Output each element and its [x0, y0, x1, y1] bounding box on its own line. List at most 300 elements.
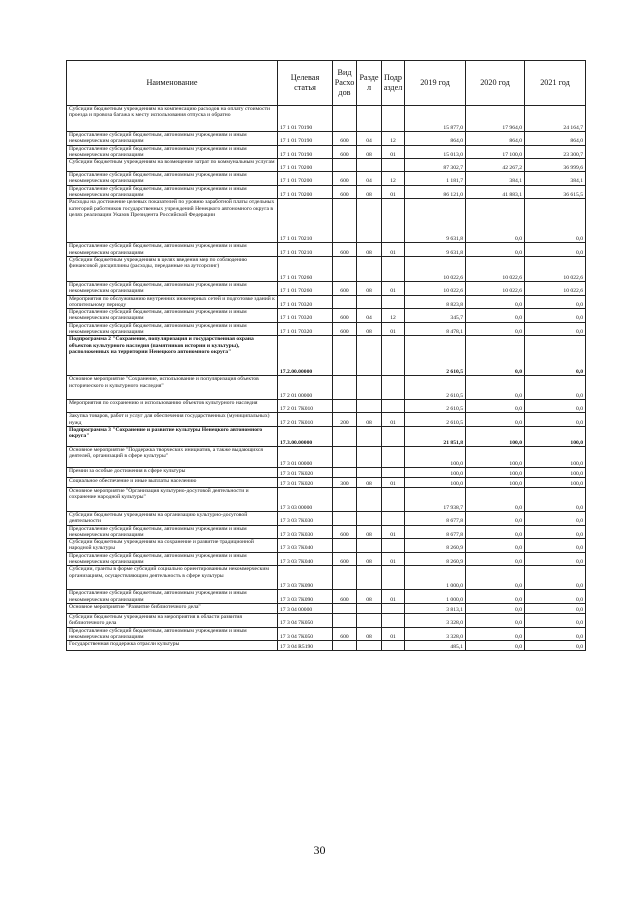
row-value-2020: 0,0: [466, 641, 525, 651]
row-name: Субсидии бюджетным учреждениям на мероприятия в области развития библиотечного дела: [67, 613, 278, 627]
row-name: Предоставление субсидий бюджетным, автономным учреждениям и иным некоммерческим организациям: [67, 322, 278, 336]
table-row: [67, 400, 586, 413]
row-value-2020: 0,0: [466, 413, 525, 427]
row-target-article: 17 3 03 7К030: [278, 511, 333, 525]
row-value-2021: 864,0: [525, 132, 586, 146]
row-value-2020: 17 964,0: [466, 106, 525, 132]
row-value-2020: 10 022,6: [466, 281, 525, 295]
row-target-article: 17 1 01 70190: [278, 132, 333, 146]
table-row: [67, 426, 586, 446]
row-value-2021: 23 300,7: [525, 145, 586, 159]
row-expense-type: 600: [333, 627, 357, 641]
row-value-2021: 0,0: [525, 613, 586, 627]
row-value-2021: 0,0: [525, 376, 586, 400]
row-value-2020: 17 100,0: [466, 145, 525, 159]
row-subsection: 12: [382, 309, 405, 323]
header-expense-type: Вид Расхо дов: [333, 61, 357, 106]
row-section: [357, 426, 382, 446]
row-subsection: 01: [382, 185, 405, 199]
row-value-2021: 0,0: [525, 336, 586, 376]
row-expense-type: [333, 376, 357, 400]
row-value-2020: 100,0: [466, 477, 525, 487]
row-subsection: 01: [382, 243, 405, 257]
row-name: Предоставление субсидий бюджетным, автономным учреждениям и иным некоммерческим организациям: [67, 552, 278, 566]
row-subsection: 01: [382, 477, 405, 487]
row-value-2020: 42 267,2: [466, 159, 525, 172]
row-value-2020: 0,0: [466, 322, 525, 336]
row-value-2021: 384,1: [525, 172, 586, 186]
row-target-article: 17 1 01 70320: [278, 309, 333, 323]
row-section: [357, 376, 382, 400]
row-target-article: 17 3 03 7К040: [278, 539, 333, 553]
row-section: [357, 487, 382, 511]
row-name: Предоставление субсидий бюджетным, автономным учреждениям и иным некоммерческим организациям: [67, 172, 278, 186]
table-row: [67, 199, 586, 243]
row-value-2020: 0,0: [466, 525, 525, 539]
row-expense-type: 600: [333, 525, 357, 539]
row-value-2019: 8 677,8: [405, 525, 466, 539]
row-section: 08: [357, 525, 382, 539]
row-value-2020: 0,0: [466, 539, 525, 553]
row-section: [357, 159, 382, 172]
row-value-2019: 21 851,8: [405, 426, 466, 446]
row-value-2019: 10 022,6: [405, 256, 466, 281]
row-subsection: [382, 539, 405, 553]
row-value-2019: 8 478,1: [405, 322, 466, 336]
row-name: Предоставление субсидий бюджетным, автономным учреждениям и иным некоммерческим организациям: [67, 627, 278, 641]
row-expense-type: [333, 199, 357, 243]
row-name: Субсидии бюджетным учреждениям на сохранение и развитие традиционной народной культуры: [67, 539, 278, 553]
table-row: [67, 309, 586, 323]
row-subsection: [382, 641, 405, 651]
row-subsection: [382, 426, 405, 446]
row-value-2019: 2 610,5: [405, 400, 466, 413]
table-row: [67, 627, 586, 641]
row-target-article: 17 1 01 70260: [278, 281, 333, 295]
row-name: Социальное обеспечение и иные выплаты населению: [67, 477, 278, 487]
row-subsection: [382, 256, 405, 281]
row-subsection: [382, 613, 405, 627]
header-year-2020: 2020 год: [466, 61, 525, 106]
table-row: [67, 467, 586, 477]
row-value-2019: 17 938,7: [405, 487, 466, 511]
row-section: [357, 467, 382, 477]
row-value-2019: 3 328,0: [405, 613, 466, 627]
row-section: 08: [357, 185, 382, 199]
row-value-2021: 0,0: [525, 552, 586, 566]
row-value-2019: 9 631,8: [405, 199, 466, 243]
row-value-2021: 10 022,6: [525, 256, 586, 281]
table-row: [67, 590, 586, 604]
row-name: Государственная поддержка отрасли культуры: [67, 641, 278, 651]
row-value-2021: 0,0: [525, 243, 586, 257]
row-value-2020: 0,0: [466, 487, 525, 511]
header-name: Наименование: [67, 61, 278, 106]
row-section: [357, 256, 382, 281]
row-target-article: 17 1 01 70320: [278, 322, 333, 336]
row-target-article: 17 3 03 00000: [278, 487, 333, 511]
table-row: [67, 477, 586, 487]
row-subsection: [382, 603, 405, 613]
row-value-2021: 0,0: [525, 566, 586, 590]
row-value-2020: 0,0: [466, 295, 525, 309]
row-section: 08: [357, 552, 382, 566]
row-subsection: [382, 467, 405, 477]
row-section: 08: [357, 145, 382, 159]
row-expense-type: [333, 400, 357, 413]
row-section: [357, 613, 382, 627]
table-body: [67, 106, 586, 651]
row-value-2019: 15 877,0: [405, 106, 466, 132]
row-value-2021: 100,0: [525, 426, 586, 446]
row-expense-type: 600: [333, 145, 357, 159]
row-name: Основное мероприятие "Развитие библиотечного дела": [67, 603, 278, 613]
row-expense-type: [333, 336, 357, 376]
row-expense-type: 600: [333, 322, 357, 336]
row-value-2019: 87 302,7: [405, 159, 466, 172]
row-value-2020: 0,0: [466, 603, 525, 613]
row-expense-type: [333, 467, 357, 477]
row-target-article: 17.3.00.00000: [278, 426, 333, 446]
row-name: Основное мероприятие "Поддержка творческих инициатив, а также выдающихся деятелей, организаций в сфере культуры": [67, 446, 278, 467]
row-subsection: [382, 446, 405, 467]
row-section: [357, 295, 382, 309]
row-section: 08: [357, 477, 382, 487]
row-expense-type: [333, 641, 357, 651]
row-target-article: 17 3 04 7К050: [278, 613, 333, 627]
row-value-2021: 0,0: [525, 525, 586, 539]
row-name: Предоставление субсидий бюджетным, автономным учреждениям и иным некоммерческим организациям: [67, 281, 278, 295]
row-target-article: 17 3 03 7К090: [278, 590, 333, 604]
row-value-2020: 100,0: [466, 426, 525, 446]
row-value-2021: 0,0: [525, 413, 586, 427]
row-value-2019: 8 823,8: [405, 295, 466, 309]
row-target-article: 17 2 01 7К010: [278, 400, 333, 413]
table-row: [67, 539, 586, 553]
row-value-2020: 0,0: [466, 243, 525, 257]
row-value-2019: 864,0: [405, 132, 466, 146]
row-name: Подпрограмма 3 "Сохранение и развитие культуры Ненецкого автономного округа": [67, 426, 278, 446]
row-section: [357, 603, 382, 613]
row-value-2020: 0,0: [466, 566, 525, 590]
row-target-article: 17 3 03 7К040: [278, 552, 333, 566]
header-year-2019: 2019 год: [405, 61, 466, 106]
row-name: Субсидии бюджетным учреждениям на компенсацию расходов на оплату стоимости проезда и провоза багажа к месту использования отпуска и обратно: [67, 106, 278, 132]
row-target-article: 17 3 04 00000: [278, 603, 333, 613]
row-expense-type: [333, 613, 357, 627]
row-value-2020: 0,0: [466, 400, 525, 413]
row-value-2019: 2 610,5: [405, 413, 466, 427]
page-number: 30: [313, 843, 326, 857]
row-name: Премии за особые достижения в сфере культуры: [67, 467, 278, 477]
row-value-2021: 0,0: [525, 539, 586, 553]
row-expense-type: [333, 426, 357, 446]
row-expense-type: [333, 256, 357, 281]
row-expense-type: [333, 487, 357, 511]
row-value-2020: 100,0: [466, 467, 525, 477]
row-subsection: [382, 511, 405, 525]
header-subsection: Подр аздел: [382, 61, 405, 106]
row-subsection: [382, 487, 405, 511]
row-section: 04: [357, 309, 382, 323]
row-section: 08: [357, 322, 382, 336]
row-expense-type: 600: [333, 281, 357, 295]
table-row: [67, 525, 586, 539]
row-value-2020: 0,0: [466, 309, 525, 323]
row-target-article: 17 3 01 7К020: [278, 467, 333, 477]
table-row: [67, 243, 586, 257]
row-expense-type: [333, 539, 357, 553]
table-row: [67, 256, 586, 281]
row-value-2021: 10 022,6: [525, 281, 586, 295]
row-section: 08: [357, 281, 382, 295]
row-value-2020: 384,1: [466, 172, 525, 186]
row-subsection: [382, 106, 405, 132]
row-name: Расходы на достижение целевых показателей по уровню заработной платы отдельных категорий работников государственных учреждений Ненецкого автономного округа в целях реализации Указов Президента Российской Федерации: [67, 199, 278, 243]
row-value-2021: 100,0: [525, 477, 586, 487]
row-target-article: 17 3 04 R5190: [278, 641, 333, 651]
row-value-2021: 36 999,6: [525, 159, 586, 172]
table-row: [67, 185, 586, 199]
row-value-2021: 0,0: [525, 199, 586, 243]
row-section: 08: [357, 590, 382, 604]
row-name: Подпрограмма 2 "Сохранение, популяризация и государственная охрана объектов культурного наследия (памятников истории и культуры), расположенных на территории Ненецкого автономного округа": [67, 336, 278, 376]
row-name: Основное мероприятие "Сохранение, использование и популяризация объектов исторического и культурного наследия": [67, 376, 278, 400]
row-target-article: 17 1 01 70200: [278, 172, 333, 186]
row-expense-type: [333, 446, 357, 467]
row-value-2020: 0,0: [466, 376, 525, 400]
header-section: Разде л: [357, 61, 382, 106]
row-target-article: 17 1 01 70200: [278, 185, 333, 199]
row-subsection: [382, 199, 405, 243]
row-value-2019: 345,7: [405, 309, 466, 323]
row-subsection: [382, 400, 405, 413]
row-section: [357, 641, 382, 651]
row-subsection: [382, 566, 405, 590]
row-name: Основное мероприятие "Организация культурно-досуговой деятельности и сохранение народной культуры": [67, 487, 278, 511]
row-value-2020: 0,0: [466, 627, 525, 641]
row-value-2019: 2 610,5: [405, 376, 466, 400]
row-target-article: 17 3 04 7К050: [278, 627, 333, 641]
row-value-2020: 0,0: [466, 199, 525, 243]
row-value-2019: 100,0: [405, 477, 466, 487]
table-header-row: [67, 61, 586, 106]
row-value-2019: 3 813,1: [405, 603, 466, 613]
table-row: [67, 603, 586, 613]
row-section: 08: [357, 413, 382, 427]
row-name: Предоставление субсидий бюджетным, автономным учреждениям и иным некоммерческим организациям: [67, 309, 278, 323]
row-section: [357, 566, 382, 590]
row-name: Предоставление субсидий бюджетным, автономным учреждениям и иным некоммерческим организациям: [67, 590, 278, 604]
row-value-2019: 1 000,0: [405, 566, 466, 590]
row-value-2021: 0,0: [525, 511, 586, 525]
header-target-article: Целевая статья: [278, 61, 333, 106]
row-expense-type: 200: [333, 413, 357, 427]
row-section: [357, 106, 382, 132]
row-section: 04: [357, 172, 382, 186]
row-section: 08: [357, 243, 382, 257]
row-subsection: 01: [382, 145, 405, 159]
table-row: [67, 322, 586, 336]
row-name: Мероприятия по сохранению и использованию объектов культурного наследия: [67, 400, 278, 413]
row-name: Закупка товаров, работ и услуг для обеспечения государственных (муниципальных) нужд: [67, 413, 278, 427]
row-section: [357, 446, 382, 467]
table-row: [67, 159, 586, 172]
row-value-2021: 24 164,7: [525, 106, 586, 132]
row-expense-type: 600: [333, 185, 357, 199]
row-target-article: 17 3 03 7К030: [278, 525, 333, 539]
row-value-2019: 485,1: [405, 641, 466, 651]
row-value-2021: 100,0: [525, 446, 586, 467]
row-value-2019: 1 000,0: [405, 590, 466, 604]
row-subsection: 01: [382, 281, 405, 295]
table-row: [67, 413, 586, 427]
row-subsection: 01: [382, 525, 405, 539]
table-row: [67, 281, 586, 295]
row-target-article: 17 1 01 70320: [278, 295, 333, 309]
row-value-2021: 0,0: [525, 322, 586, 336]
row-name: Субсидии, гранты в форме субсидий социально ориентированным некоммерческим организациям, осуществляющим деятельность в сфере культуры: [67, 566, 278, 590]
row-value-2019: 8 677,8: [405, 511, 466, 525]
row-name: Предоставление субсидий бюджетным, автономным учреждениям и иным некоммерческим организациям: [67, 145, 278, 159]
row-value-2020: 0,0: [466, 336, 525, 376]
row-subsection: [382, 295, 405, 309]
table-row: [67, 295, 586, 309]
row-value-2019: 8 260,9: [405, 552, 466, 566]
row-value-2019: 3 328,0: [405, 627, 466, 641]
row-name: Предоставление субсидий бюджетным, автономным учреждениям и иным некоммерческим организациям: [67, 132, 278, 146]
header-year-2021: 2021 год: [525, 61, 586, 106]
row-value-2019: 8 260,9: [405, 539, 466, 553]
row-target-article: 17 1 01 70190: [278, 106, 333, 132]
row-value-2021: 0,0: [525, 627, 586, 641]
table-row: [67, 613, 586, 627]
row-value-2019: 1 181,7: [405, 172, 466, 186]
table-row: [67, 172, 586, 186]
table-row: [67, 566, 586, 590]
row-section: [357, 511, 382, 525]
row-value-2020: 864,0: [466, 132, 525, 146]
table-row: [67, 641, 586, 651]
row-target-article: 17 3 03 7К090: [278, 566, 333, 590]
table-row: [67, 552, 586, 566]
row-name: Субсидии бюджетным учреждениям в целях введения мер по соблюдению финансовой дисциплины (расходы, переданные на аутсорсинг): [67, 256, 278, 281]
row-value-2019: 15 013,0: [405, 145, 466, 159]
table-row: [67, 106, 586, 132]
row-value-2019: 86 121,0: [405, 185, 466, 199]
row-target-article: 17 1 01 70210: [278, 199, 333, 243]
row-expense-type: 600: [333, 552, 357, 566]
row-target-article: 17 1 01 70210: [278, 243, 333, 257]
row-value-2020: 41 883,1: [466, 185, 525, 199]
row-name: Предоставление субсидий бюджетным, автономным учреждениям и иным некоммерческим организациям: [67, 185, 278, 199]
row-value-2021: 100,0: [525, 467, 586, 477]
row-value-2021: 0,0: [525, 641, 586, 651]
row-value-2021: 0,0: [525, 309, 586, 323]
row-value-2021: 0,0: [525, 603, 586, 613]
row-target-article: 17 3 01 00000: [278, 446, 333, 467]
row-expense-type: [333, 511, 357, 525]
row-name: Субсидии бюджетным учреждениям на организацию культурно-досуговой деятельности: [67, 511, 278, 525]
row-value-2019: 9 631,8: [405, 243, 466, 257]
row-target-article: 17 1 01 70200: [278, 159, 333, 172]
row-target-article: 17 3 01 7К020: [278, 477, 333, 487]
row-expense-type: [333, 106, 357, 132]
row-value-2019: 100,0: [405, 467, 466, 477]
row-expense-type: 600: [333, 243, 357, 257]
row-section: 08: [357, 627, 382, 641]
row-value-2020: 0,0: [466, 511, 525, 525]
row-section: [357, 539, 382, 553]
row-value-2019: 100,0: [405, 446, 466, 467]
table-row: [67, 145, 586, 159]
row-value-2020: 0,0: [466, 613, 525, 627]
row-subsection: [382, 159, 405, 172]
row-section: 04: [357, 132, 382, 146]
row-subsection: 12: [382, 172, 405, 186]
row-subsection: 01: [382, 552, 405, 566]
row-value-2021: 0,0: [525, 295, 586, 309]
row-expense-type: 300: [333, 477, 357, 487]
row-section: [357, 400, 382, 413]
row-value-2021: 36 615,5: [525, 185, 586, 199]
table-row: [67, 487, 586, 511]
row-target-article: 17 2 01 00000: [278, 376, 333, 400]
table-row: [67, 336, 586, 376]
row-value-2021: 0,0: [525, 400, 586, 413]
row-subsection: 01: [382, 627, 405, 641]
row-expense-type: 600: [333, 590, 357, 604]
row-target-article: 17 1 01 70190: [278, 145, 333, 159]
row-target-article: 17.2.00.00000: [278, 336, 333, 376]
row-value-2021: 0,0: [525, 590, 586, 604]
row-value-2020: 10 022,6: [466, 256, 525, 281]
row-subsection: [382, 376, 405, 400]
table-row: [67, 446, 586, 467]
row-value-2019: 2 610,5: [405, 336, 466, 376]
row-name: Предоставление субсидий бюджетным, автономным учреждениям и иным некоммерческим организациям: [67, 243, 278, 257]
row-expense-type: 600: [333, 132, 357, 146]
row-subsection: 01: [382, 322, 405, 336]
row-expense-type: [333, 603, 357, 613]
table-row: [67, 376, 586, 400]
row-target-article: 17 1 01 70260: [278, 256, 333, 281]
row-expense-type: 600: [333, 309, 357, 323]
row-expense-type: [333, 159, 357, 172]
row-expense-type: [333, 566, 357, 590]
row-value-2019: 10 022,6: [405, 281, 466, 295]
row-name: Мероприятия по обслуживанию внутренних инженерных сетей и подготовке зданий к отопительному периоду: [67, 295, 278, 309]
row-expense-type: 600: [333, 172, 357, 186]
row-subsection: [382, 336, 405, 376]
row-subsection: 12: [382, 132, 405, 146]
table-row: [67, 511, 586, 525]
row-value-2020: 0,0: [466, 590, 525, 604]
row-value-2021: 0,0: [525, 487, 586, 511]
row-section: [357, 199, 382, 243]
budget-table: [66, 60, 586, 651]
table-row: [67, 132, 586, 146]
row-name: Предоставление субсидий бюджетным, автономным учреждениям и иным некоммерческим организациям: [67, 525, 278, 539]
row-expense-type: [333, 295, 357, 309]
row-section: [357, 336, 382, 376]
row-subsection: 01: [382, 590, 405, 604]
row-value-2020: 0,0: [466, 552, 525, 566]
row-subsection: 01: [382, 413, 405, 427]
row-name: Субсидии бюджетным учреждениям на возмещение затрат по коммунальным услугам: [67, 159, 278, 172]
row-value-2020: 100,0: [466, 446, 525, 467]
row-target-article: 17 2 01 7К010: [278, 413, 333, 427]
